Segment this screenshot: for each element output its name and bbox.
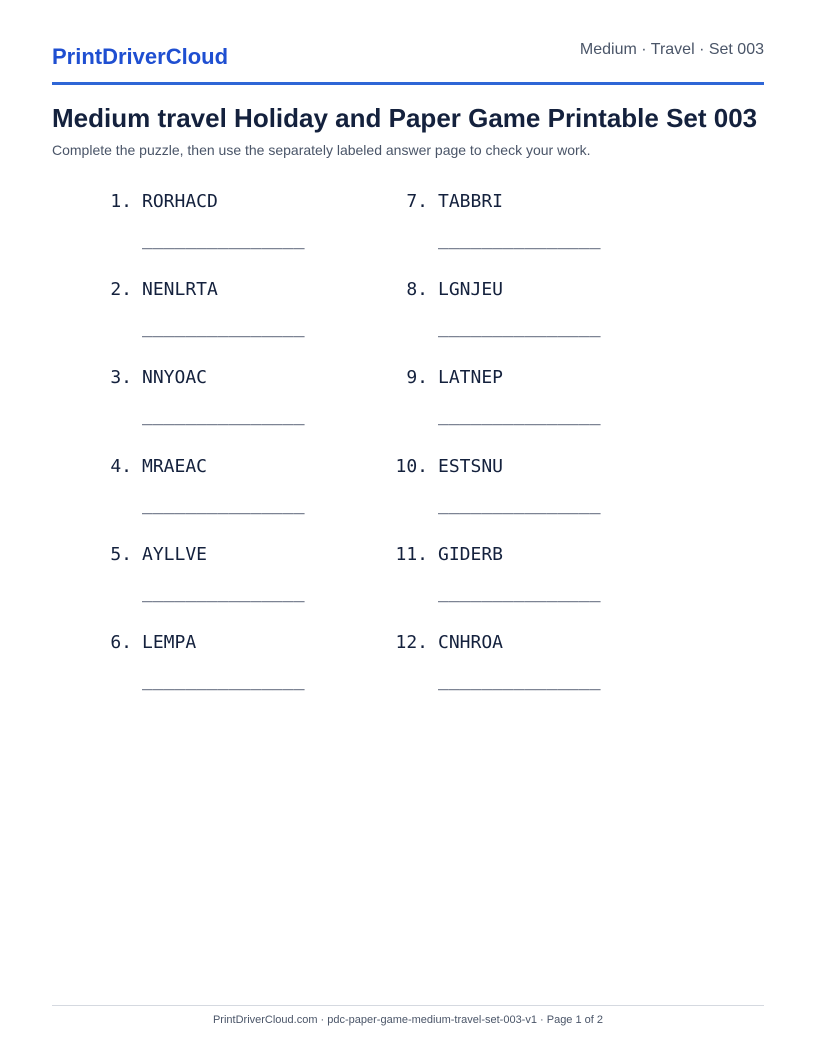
scrambled-word: AYLLVE — [142, 544, 208, 565]
answer-blank: _______________ — [438, 405, 601, 426]
puzzle-number: 1. — [110, 191, 132, 212]
puzzle-number: 6. — [110, 632, 132, 653]
puzzle-number: 10. — [395, 456, 428, 477]
scrambled-word: LGNJEU — [438, 279, 504, 300]
scrambled-word: LATNEP — [438, 367, 504, 388]
scrambled-word: TABBRI — [438, 191, 504, 212]
answer-blank: _______________ — [142, 670, 305, 691]
page-title: Medium travel Holiday and Paper Game Printable Set 003 — [52, 103, 758, 133]
scrambled-word: NENLRTA — [142, 279, 218, 300]
puzzle-number: 4. — [110, 456, 132, 477]
brand-logo: PrintDriverCloud — [52, 44, 229, 69]
puzzle-number: 12. — [395, 632, 428, 653]
set-meta: Medium · Travel · Set 003 — [579, 41, 764, 58]
footer-rule — [52, 1005, 764, 1006]
scrambled-word: GIDERB — [438, 544, 504, 565]
answer-blank: _______________ — [142, 229, 305, 250]
puzzle-number: 3. — [110, 367, 132, 388]
answer-blank: _______________ — [438, 670, 601, 691]
header-rule — [52, 82, 764, 85]
puzzle-number: 9. — [406, 367, 428, 388]
scrambled-word: ESTSNU — [438, 456, 504, 477]
puzzle-number: 7. — [406, 191, 428, 212]
scrambled-word: NNYOAC — [142, 367, 208, 388]
answer-blank: _______________ — [438, 494, 601, 515]
scrambled-word: CNHROA — [438, 632, 504, 653]
answer-blank: _______________ — [438, 317, 601, 338]
scrambled-word: MRAEAC — [142, 456, 208, 477]
puzzle-number: 2. — [110, 279, 132, 300]
answer-blank: _______________ — [142, 405, 305, 426]
answer-blank: _______________ — [142, 494, 305, 515]
answer-blank: _______________ — [142, 582, 305, 603]
puzzle-number: 5. — [110, 544, 132, 565]
answer-blank: _______________ — [438, 582, 601, 603]
answer-blank: _______________ — [142, 317, 305, 338]
puzzle-number: 11. — [395, 544, 428, 565]
answer-blank: _______________ — [438, 229, 601, 250]
scrambled-word: RORHACD — [142, 191, 218, 212]
page-footer: PrintDriverCloud.com · pdc-paper-game-medium-travel-set-003-v1 · Page 1 of 2 — [212, 1014, 604, 1026]
scrambled-word: LEMPA — [142, 632, 197, 653]
page-subtitle: Complete the puzzle, then use the separately labeled answer page to check your work. — [52, 142, 591, 158]
puzzle-number: 8. — [406, 279, 428, 300]
